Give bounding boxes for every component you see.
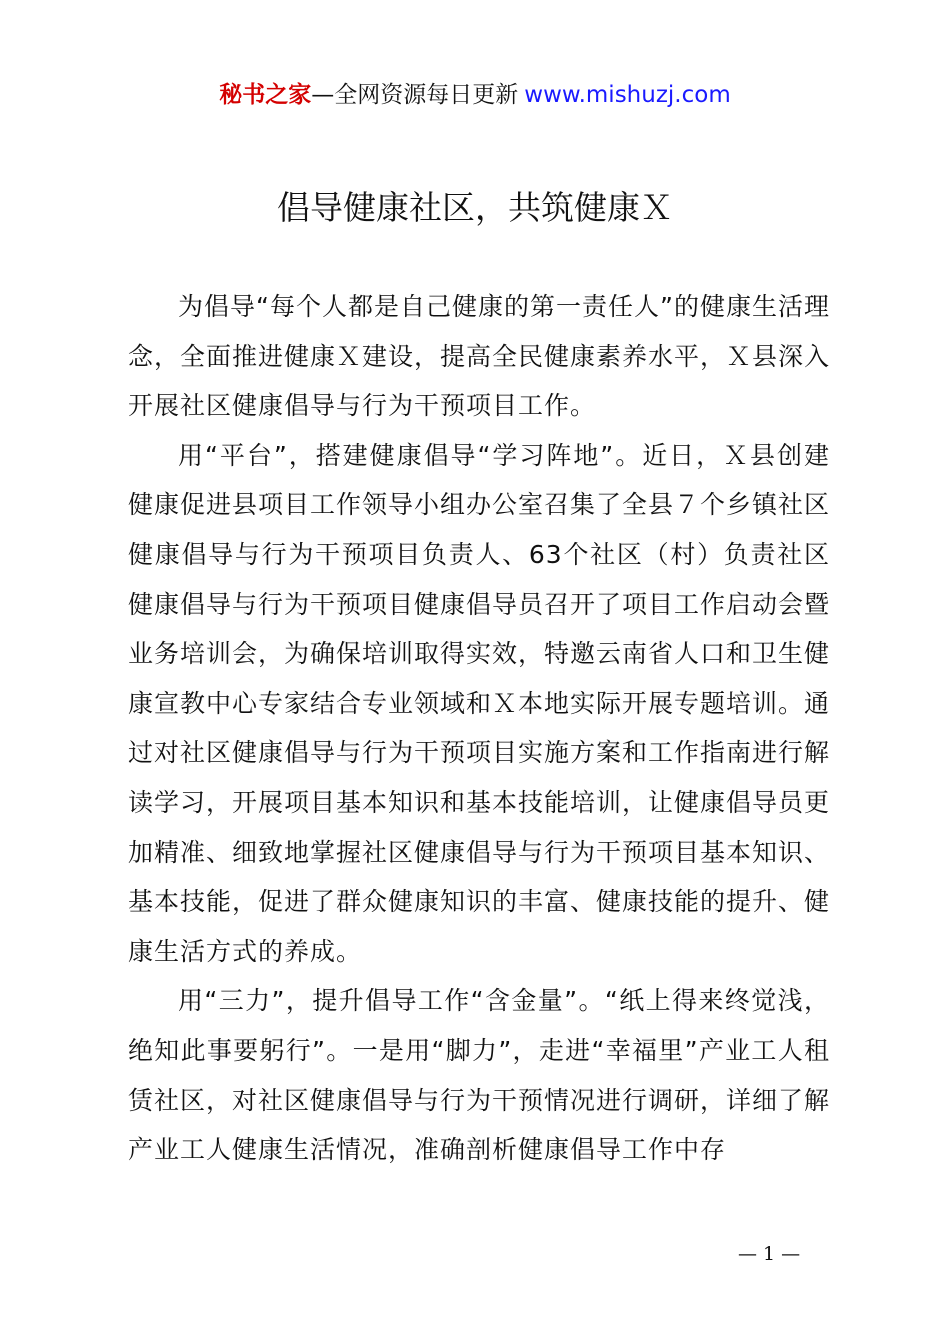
document-body <box>128 282 830 1175</box>
document-title: 倡导健康社区，共筑健康Ｘ <box>277 188 673 227</box>
site-tagline: —全网资源每日更新 <box>311 82 519 108</box>
page-number: — 1 — <box>738 1243 801 1265</box>
paragraph-intro: 为倡导“每个人都是自己健康的第一责任人”的健康生活理念，全面推进健康Ｘ建设，提高全民健康素养水平，Ｘ县深入开展社区健康倡导与行为干预项目工作。 <box>128 292 831 421</box>
brand-name: 秘书之家 <box>219 82 312 108</box>
paragraph-three-forces: 用“三力”，提升倡导工作“含金量”。“纸上得来终觉浅，绝知此事要躬行”。一是用“脚力”，走进“幸福里”产业工人租赁社区，对社区健康倡导与行为干预情况进行调研，详细了解产业工人健康生活情况，准确剖析健康倡导工作中存 <box>128 986 831 1165</box>
site-header <box>0 78 950 112</box>
paragraph-platform: 用“平台”，搭建健康倡导“学习阵地”。近日，Ｘ县创建健康促进县项目工作领导小组办公室召集了全县７个乡镇社区健康倡导与行为干预项目负责人、63个社区（村）负责社区健康倡导与行为干预项目健康倡导员召开了项目工作启动会暨业务培训会，为确保培训取得实效，特邀云南省人口和卫生健康宣教中心专家结合专业领域和Ｘ本地实际开展专题培训。通过对社区健康倡导与行为干预项目实施方案和工作指南进行解读学习，开展项目基本知识和基本技能培训，让健康倡导员更加精准、细致地掌握社区健康倡导与行为干预项目基本知识、基本技能，促进了群众健康知识的丰富、健康技能的提升、健康生活方式的养成。 <box>128 440 831 966</box>
site-url-link[interactable]: www.mishuzj.com <box>524 82 731 108</box>
